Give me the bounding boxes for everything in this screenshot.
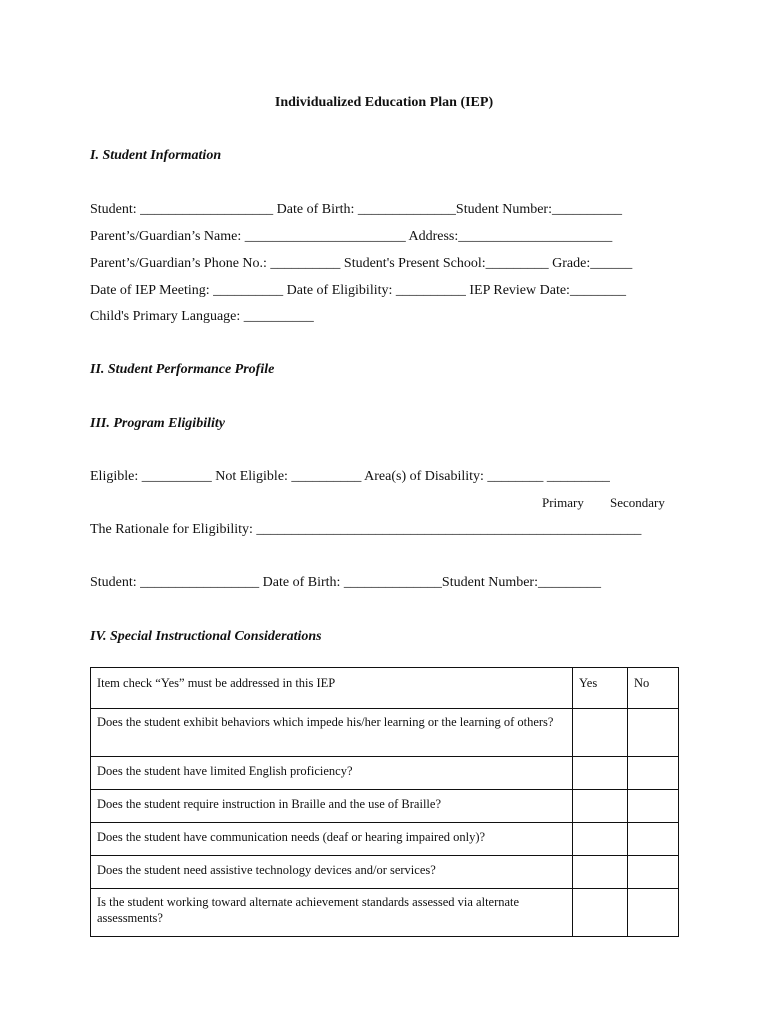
table-header-row [91,668,679,709]
no-checkbox-cell[interactable] [628,889,679,937]
table-row [91,823,679,856]
table-row [91,889,679,937]
question-behaviors: Does the student exhibit behaviors which impede his/her learning or the learning of others? [91,709,573,757]
question-braille: Does the student require instruction in Braille and the use of Braille? [91,790,573,823]
yes-checkbox-cell[interactable] [573,856,628,889]
table-row [91,757,679,790]
yes-checkbox-cell[interactable] [573,823,628,856]
yes-checkbox-cell[interactable] [573,790,628,823]
table-header-yes: Yes [573,668,628,709]
table-row [91,856,679,889]
table-header-no: No [628,668,679,709]
table-row [91,790,679,823]
student-info-line-1[interactable]: Student: ___________________ Date of Birth: ______________Student Number:__________ [90,202,622,217]
no-checkbox-cell[interactable] [628,709,679,757]
no-checkbox-cell[interactable] [628,856,679,889]
question-communication-needs: Does the student have communication needs (deaf or hearing impaired only)? [91,823,573,856]
student-info-line-3[interactable]: Parent’s/Guardian’s Phone No.: __________ Student's Present School:_________ Grade:______ [90,256,633,271]
rationale-line[interactable]: The Rationale for Eligibility: _______________________________________________________ [90,522,642,537]
section-program-eligibility-heading: III. Program Eligibility [90,416,225,431]
no-checkbox-cell[interactable] [628,757,679,790]
no-checkbox-cell[interactable] [628,790,679,823]
section-performance-profile-heading: II. Student Performance Profile [90,362,275,377]
student-info-line-4[interactable]: Date of IEP Meeting: __________ Date of Eligibility: __________ IEP Review Date:________ [90,283,626,298]
question-english-proficiency: Does the student have limited English proficiency? [91,757,573,790]
eligibility-line[interactable]: Eligible: __________ Not Eligible: __________ Area(s) of Disability: ________ _________ [90,469,610,484]
primary-label: Primary [542,495,584,510]
no-checkbox-cell[interactable] [628,823,679,856]
section-special-considerations-heading: IV. Special Instructional Considerations [90,629,322,644]
question-alternate-standards: Is the student working toward alternate achievement standards assessed via alternate assessments? [91,889,573,937]
student-repeat-line[interactable]: Student: _________________ Date of Birth: ______________Student Number:_________ [90,575,601,590]
yes-checkbox-cell[interactable] [573,889,628,937]
student-info-line-5[interactable]: Child's Primary Language: __________ [90,309,314,324]
secondary-label: Secondary [610,495,665,510]
table-row [91,709,679,757]
question-assistive-technology: Does the student need assistive technology devices and/or services? [91,856,573,889]
special-considerations-table [90,667,679,937]
yes-checkbox-cell[interactable] [573,709,628,757]
section-student-information-heading: I. Student Information [90,148,222,163]
table-header-item: Item check “Yes” must be addressed in this IEP [91,668,573,709]
student-info-line-2[interactable]: Parent’s/Guardian’s Name: _______________________ Address:______________________ [90,229,613,244]
yes-checkbox-cell[interactable] [573,757,628,790]
document-title: Individualized Education Plan (IEP) [274,95,494,110]
